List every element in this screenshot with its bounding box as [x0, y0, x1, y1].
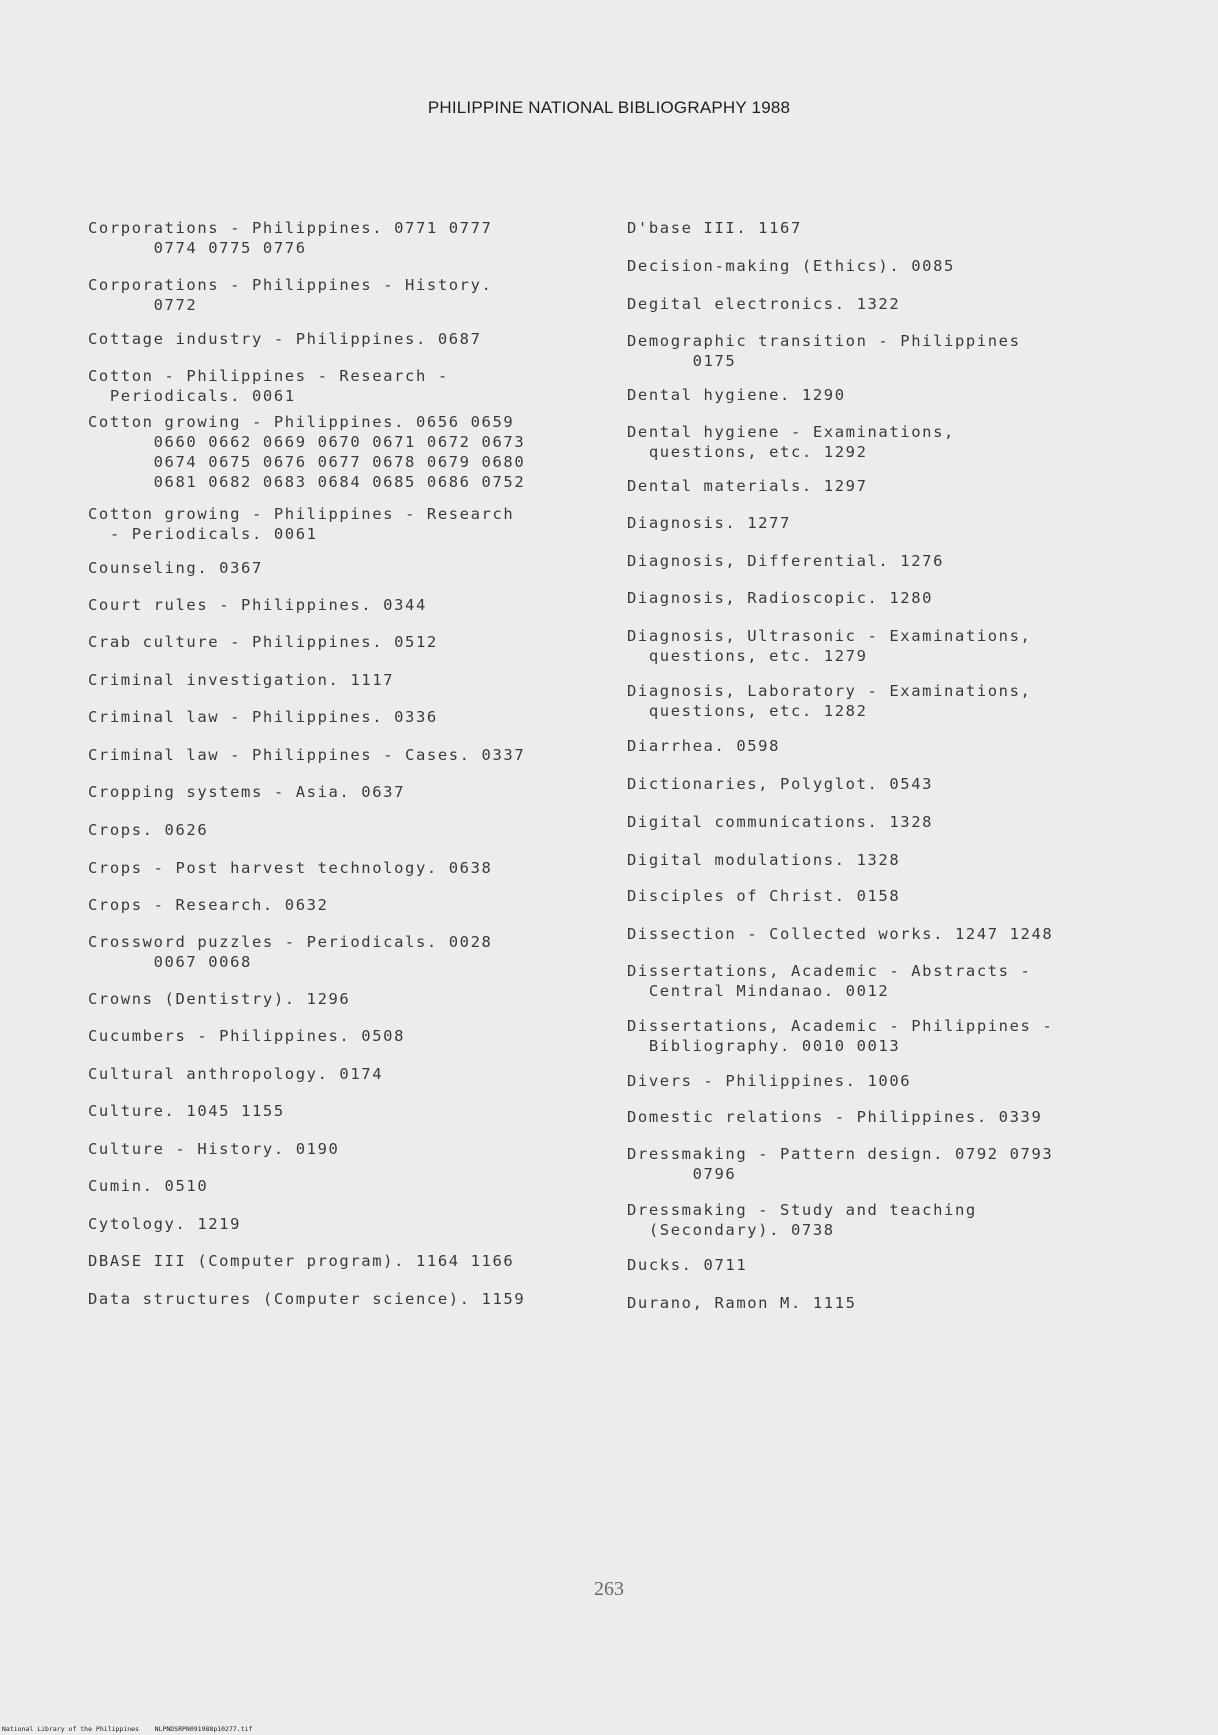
index-entry: Dressmaking - Study and teaching (Secondary). 0738 — [627, 1201, 977, 1239]
index-entry: Demographic transition - Philippines 0175 — [627, 332, 1021, 370]
index-entry: D'base III. 1167 — [627, 219, 802, 237]
index-entry: Ducks. 0711 — [627, 1256, 748, 1274]
index-entry: Criminal law - Philippines - Cases. 0337 — [88, 746, 526, 764]
index-entry: Dental materials. 1297 — [627, 477, 868, 495]
index-entry: Diagnosis, Radioscopic. 1280 — [627, 589, 934, 607]
index-entry: Dissertations, Academic - Philippines - Bibliography. 0010 0013 — [627, 1017, 1054, 1055]
index-entry: Divers - Philippines. 1006 — [627, 1072, 912, 1090]
index-entry: Court rules - Philippines. 0344 — [88, 596, 427, 614]
index-entry: Diagnosis, Laboratory - Examinations, questions, etc. 1282 — [627, 682, 1032, 720]
page-title: PHILIPPINE NATIONAL BIBLIOGRAPHY 1988 — [427, 98, 791, 117]
index-entry: Diagnosis. 1277 — [627, 514, 791, 532]
index-entry: Digital modulations. 1328 — [627, 851, 901, 869]
index-entry: Degital electronics. 1322 — [627, 295, 901, 313]
index-entry: Culture - History. 0190 — [88, 1140, 340, 1158]
index-entry: Corporations - Philippines. 0771 0777 0774 0775 0776 — [88, 219, 493, 257]
index-entry: Dressmaking - Pattern design. 0792 0793 0796 — [627, 1145, 1054, 1183]
index-entry: Digital communications. 1328 — [627, 813, 934, 831]
index-entry: Dictionaries, Polyglot. 0543 — [627, 775, 934, 793]
index-entry: Crossword puzzles - Periodicals. 0028 0067 0068 — [88, 933, 493, 971]
index-entry: Durano, Ramon M. 1115 — [627, 1294, 857, 1312]
index-entry: Cucumbers - Philippines. 0508 — [88, 1027, 406, 1045]
index-entry: Dental hygiene. 1290 — [627, 386, 846, 404]
index-entry: Crowns (Dentistry). 1296 — [88, 990, 351, 1008]
index-entry: Counseling. 0367 — [88, 559, 263, 577]
index-entry: Cultural anthropology. 0174 — [88, 1065, 384, 1083]
page-number: 263 — [594, 1578, 624, 1600]
index-entry: Crops. 0626 — [88, 821, 209, 839]
index-entry: Cottage industry - Philippines. 0687 — [88, 330, 482, 348]
index-entry: Dissertations, Academic - Abstracts - Central Mindanao. 0012 — [627, 962, 1032, 1000]
index-entry: Cotton growing - Philippines - Research - Periodicals. 0061 — [88, 505, 515, 543]
index-entry: Corporations - Philippines - History. 0772 — [88, 276, 493, 314]
index-entry: Data structures (Computer science). 1159 — [88, 1290, 526, 1308]
index-entry: Diarrhea. 0598 — [627, 737, 781, 755]
index-entry: DBASE III (Computer program). 1164 1166 — [88, 1252, 515, 1270]
index-entry: Disciples of Christ. 0158 — [627, 887, 901, 905]
index-entry: Decision-making (Ethics). 0085 — [627, 257, 955, 275]
index-entry: Diagnosis, Ultrasonic - Examinations, questions, etc. 1279 — [627, 627, 1032, 665]
index-entry: Criminal investigation. 1117 — [88, 671, 395, 689]
index-entry: Dental hygiene - Examinations, questions, etc. 1292 — [627, 423, 955, 461]
index-entry: Dissection - Collected works. 1247 1248 — [627, 925, 1054, 943]
index-entry: Cytology. 1219 — [88, 1215, 242, 1233]
index-entry: Cotton growing - Philippines. 0656 0659 0660 0662 0669 0670 0671 0672 0673 0674 0675 0676 0677 0678 0679 0680 0681 0682 0683 0684 0685 0686 0752 — [88, 413, 526, 491]
index-entry: Crab culture - Philippines. 0512 — [88, 633, 438, 651]
index-entry: Culture. 1045 1155 — [88, 1102, 285, 1120]
index-entry: Criminal law - Philippines. 0336 — [88, 708, 438, 726]
index-entry: Domestic relations - Philippines. 0339 — [627, 1108, 1043, 1126]
index-entry: Crops - Post harvest technology. 0638 — [88, 859, 493, 877]
index-entry: Diagnosis, Differential. 1276 — [627, 552, 945, 570]
index-entry: Crops - Research. 0632 — [88, 896, 329, 914]
index-entry: Cropping systems - Asia. 0637 — [88, 783, 406, 801]
source-footer: National Library of the Philippines NLPNDSRPN091988p10277.tif — [2, 1725, 253, 1733]
index-entry: Cumin. 0510 — [88, 1177, 209, 1195]
index-entry: Cotton - Philippines - Research - Periodicals. 0061 — [88, 367, 449, 405]
